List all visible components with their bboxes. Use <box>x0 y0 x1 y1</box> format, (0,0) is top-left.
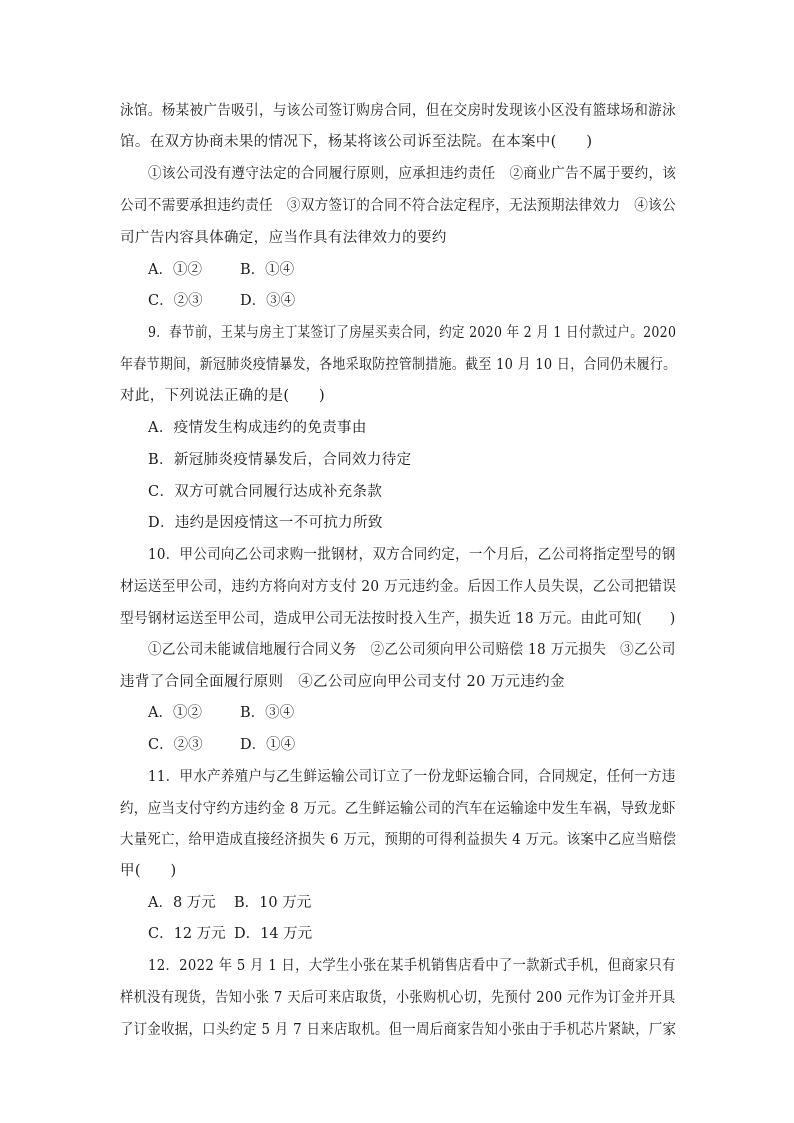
option-b: B．③④ <box>240 705 295 721</box>
option-a: A．疫情发生构成违约的免责事由 <box>148 420 367 436</box>
text-line: 约，应当支付守约方违约金 8 万元。乙生鲜运输公司的汽车在运输途中发生车祸，导致龙虾 <box>120 801 676 817</box>
text-line: 司广告内容具体确定，应当作具有法律效力的要约 <box>120 230 447 246</box>
text-line: 了订金收据，口头约定 5 月 7 日来店取机。但一周后商家告知小张由于手机芯片紧缺，厂家 <box>120 1022 677 1038</box>
option-d: D．①④ <box>240 737 296 753</box>
question-10: 10．甲公司向乙公司求购一批钢材，双方合同约定，一个月后，乙公司将指定型号的钢 <box>148 547 676 563</box>
question-11: 11．甲水产养殖户与乙生鲜运输公司订立了一份龙虾运输合同，合同规定，任何一方违 <box>148 769 676 785</box>
text-line: 公司不需要承担违约责任 ③双方签订的合同不符合法定程序，无法预期法律效力 ④该公 <box>120 198 676 214</box>
option-a: A．8 万元 <box>148 895 216 911</box>
text-line: 甲( ) <box>120 863 177 879</box>
text-line: 型号钢材运送至甲公司，造成甲公司无法按时投入生产，损失近 18 万元。由此可知( ) <box>120 611 676 627</box>
text-line: 样机没有现货，告知小张 7 天后可来店取货，小张购机心切，先预付 200 元作为订金并开具 <box>120 990 676 1006</box>
text-line: 泳馆。杨某被广告吸引，与该公司签订购房合同，但在交房时发现该小区没有篮球场和游泳 <box>120 103 676 119</box>
text-line: 馆。在双方协商未果的情况下，杨某将该公司诉至法院。在本案中( ) <box>120 134 593 150</box>
option-d: D．违约是因疫情这一不可抗力所致 <box>148 515 383 531</box>
option-b: B．①④ <box>240 262 295 278</box>
option-c: C．②③ <box>148 293 203 309</box>
option-d: D．③④ <box>240 293 296 309</box>
text-line: 对此，下列说法正确的是( ) <box>120 388 326 404</box>
option-c: C．12 万元 <box>148 926 226 942</box>
option-b: B．10 万元 <box>234 895 312 911</box>
question-9: 9．春节前，王某与房主丁某签订了房屋买卖合同，约定 2020 年 2 月 1 日付款过户。2020 <box>148 325 677 341</box>
option-b: B．新冠肺炎疫情暴发后，合同效力待定 <box>148 452 412 468</box>
text-line: ①乙公司未能诚信地履行合同义务 ②乙公司须向甲公司赔偿 18 万元损失 ③乙公司 <box>148 642 676 658</box>
option-c: C．②③ <box>148 737 203 753</box>
text-line: 年春节期间，新冠肺炎疫情暴发，各地采取防控管制措施。截至 10 月 10 日，合同仍未履行。 <box>120 357 677 373</box>
option-c: C．双方可就合同履行达成补充条款 <box>148 484 383 500</box>
option-d: D．14 万元 <box>234 926 313 942</box>
text-line: 材运送至甲公司，违约方将向对方支付 20 万元违约金。后因工作人员失误，乙公司把错误 <box>120 579 677 595</box>
text-line: 大量死亡，给甲造成直接经济损失 6 万元，预期的可得利益损失 4 万元。该案中乙应当赔偿 <box>120 832 677 848</box>
text-line: ①该公司没有遵守法定的合同履行原则，应承担违约责任 ②商业广告不属于要约，该 <box>148 166 677 182</box>
text-line: 违背了合同全面履行原则 ④乙公司应向甲公司支付 20 万元违约金 <box>120 674 565 690</box>
option-a: A．①② <box>148 262 202 278</box>
question-12: 12．2022 年 5 月 1 日，大学生小张在某手机销售店看中了一款新式手机，但商家只有 <box>148 958 676 974</box>
option-a: A．①② <box>148 705 202 721</box>
